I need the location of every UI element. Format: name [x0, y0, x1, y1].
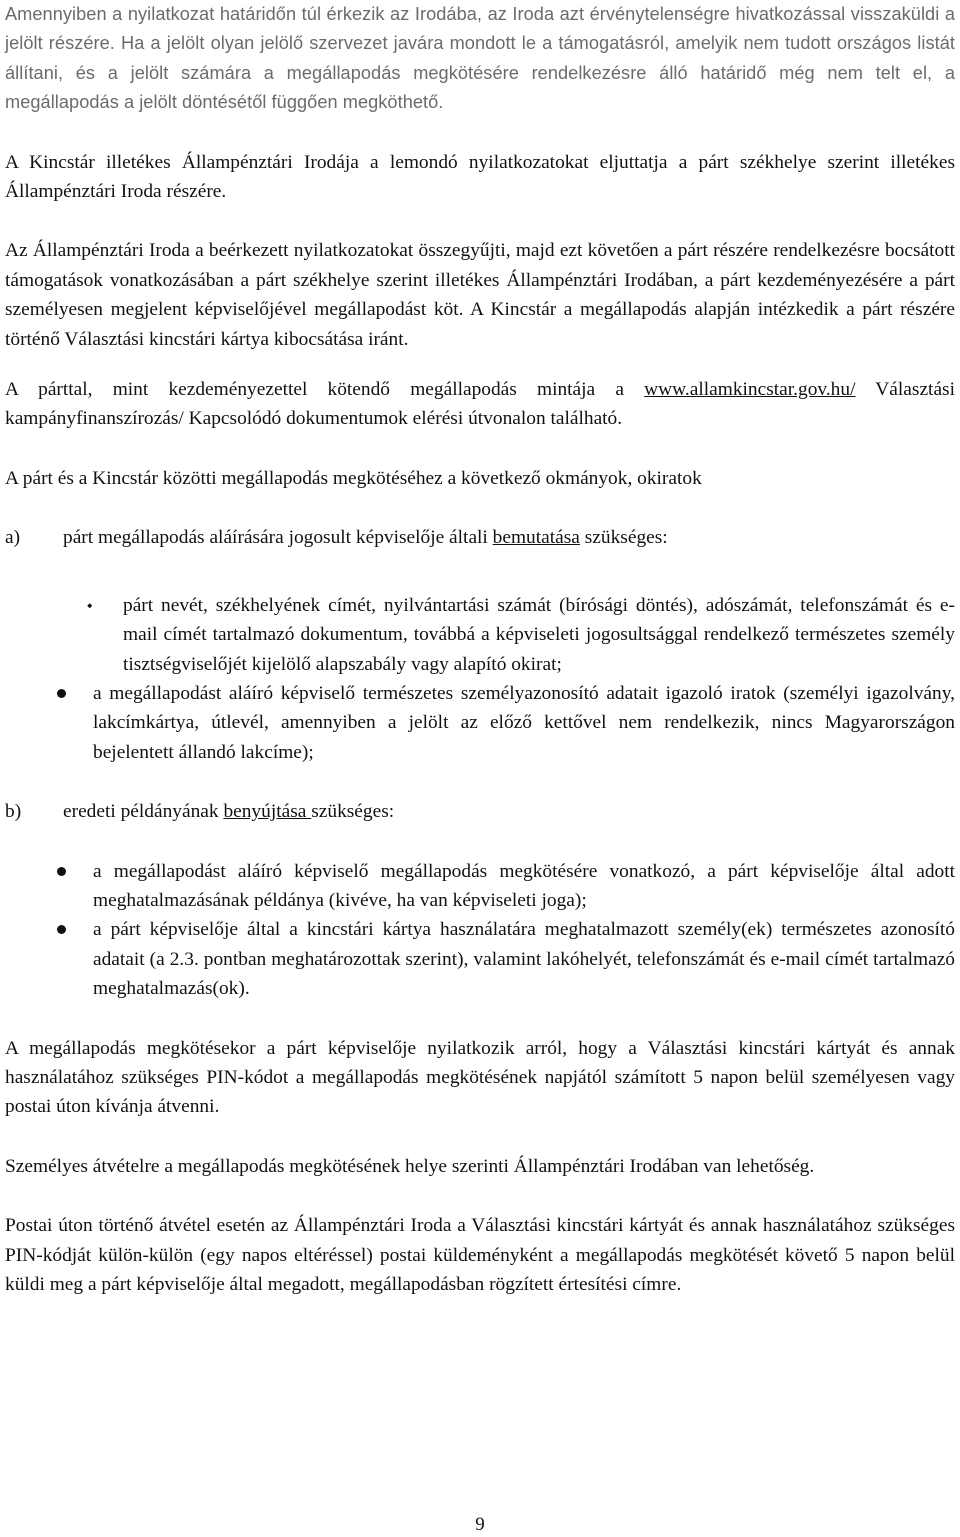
paragraph-agreement: Az Állampénztári Iroda a beérkezett nyilatkozatokat összegyűjti, majd ezt követően a párt részére rendelkezésre bocsátott támogatások vonatkozásában a párt székhelye szerint illetékes Állampénztári Irodában, a párt kezdeményezésére a párt személyesen megjelent képviselőjével megállapodást köt. A Kincstár a megállapodás alapján intézkedik a párt részére történő Választási kincstári kártya kibocsátása iránt.: [5, 240, 955, 350]
paragraph-deadline-text: [5, 0, 955, 118]
item-b-text: [63, 797, 955, 826]
item-a-text: [63, 523, 955, 552]
allamkincstar-link[interactable]: www.allamkincstar.gov.hu/: [644, 379, 856, 401]
paragraph-template: [5, 375, 955, 434]
item-b: [5, 797, 955, 826]
item-b-after: szükséges:: [311, 801, 395, 823]
round-bullet-icon: [57, 867, 66, 876]
paragraph-postal-delivery: Postai úton történő átvétel esetén az Állampénztári Iroda a Választási kincstári kártyát és annak használatához szükséges PIN-kódját külön-külön (egy napos eltéréssel) postai küldeményként a megállapodás megkötését követő 5 napon belül küldi meg a párt képviselője által megadott, megállapodásban rögzített értesítési címre.: [5, 1215, 955, 1295]
round-bullet-icon: [57, 925, 66, 934]
diamond-bullet-icon: ⬩: [87, 595, 93, 614]
template-text-after: Választási kampányfinanszírozás/ Kapcsolódó dokumentumok elérési útvonalon található.: [5, 379, 955, 430]
item-a-after: szükséges:: [579, 527, 668, 549]
document-page: [5, 0, 955, 1299]
list-item-text: a párt képviselője által a kincstári kártya használatára meghatalmazott személy(ek) természetes azonosító adatait (a 2.3. pontban meghatározottak szerint), valamint lakóhelyét, telefonszámát és e-mail címét tartalmazó meghatalmazás(ok).: [93, 919, 955, 1000]
list-item: [5, 591, 955, 679]
paragraph-deadline: [5, 0, 955, 118]
item-a-underlined: bemutatása: [492, 527, 580, 549]
list-item-text: a megállapodást aláíró képviselő természetes személyazonosító adatait igazoló iratok (személyi igazolvány, lakcímkártya, útlevél, amennyiben a jelölt az előző kettővel nem rendelkezik, nincs Magyarországon bejelentett állandó lakcíme);: [93, 682, 955, 763]
item-a-bullets: [5, 591, 955, 767]
paragraph-deadline-start: Amennyiben a nyilatkozat határidőn túl érkezik az Irodába, az Iroda azt érvénytelenségre hivatkozással visszaküldi a jelölt részére.: [5, 4, 955, 54]
item-a-before: párt megállapodás aláírására jogosult képviselője általi: [63, 527, 493, 549]
item-b-before: eredeti példányának: [63, 801, 224, 823]
list-item: [5, 857, 955, 916]
item-a-marker: a): [5, 527, 21, 549]
paragraph-personal-pickup: Személyes átvételre a megállapodás megkötésének helye szerinti Állampénztári Irodában van lehetőség.: [5, 1155, 815, 1177]
page-number: 9: [475, 1514, 485, 1535]
list-item: [5, 915, 955, 1003]
round-bullet-icon: [57, 689, 66, 698]
list-item-text: a megállapodást aláíró képviselő megállapodás megkötésére vonatkozó, a párt képviselője által adott meghatalmazásának példánya (kivéve, ha van képviseleti joga);: [93, 860, 955, 911]
item-b-marker: b): [5, 801, 22, 823]
paragraph-card-declaration: A megállapodás megkötésekor a párt képviselője nyilatkozik arról, hogy a Választási kincstári kártyát és annak használatához szükséges PIN-kódot a megállapodás megkötésének napjától számított 5 napon belül személyesen vagy postai úton kívánja átvenni.: [5, 1037, 955, 1118]
paragraph-forwarding: A Kincstár illetékes Állampénztári Irodája a lemondó nyilatkozatokat eljuttatja a párt székhelye szerint illetékes Állampénztári Iroda részére.: [5, 151, 955, 203]
item-b-underlined: benyújtása: [223, 801, 312, 823]
item-b-bullets: [5, 857, 955, 1004]
paragraph-deadline-rest: Ha a jelölt olyan jelölő szervezet javára mondott le a támogatásról, amelyik nem tudott országos listát állítani, és a jelölt számára a megállapodás megkötésére rendelkezésre álló határidő még nem telt el, a megállapodás a jelölt döntésétől függően megköthető.: [5, 33, 955, 113]
list-item-text: párt nevét, székhelyének címét, nyilvántartási számát (bírósági döntés), adószámát, telefonszámát és e-mail címét tartalmazó dokumentum, továbbá a képviseleti jogosultsággal rendelkező természetes személy tisztségviselőjét kijelölő alapszabály vagy alapító okirat;: [123, 594, 955, 675]
template-text-before: A párttal, mint kezdeményezettel kötendő megállapodás mintája a: [5, 379, 645, 401]
item-a: [5, 523, 955, 552]
list-item: [5, 679, 955, 767]
paragraph-documents-intro: A párt és a Kincstár közötti megállapodás megkötéséhez a következő okmányok, okiratok: [5, 467, 702, 489]
